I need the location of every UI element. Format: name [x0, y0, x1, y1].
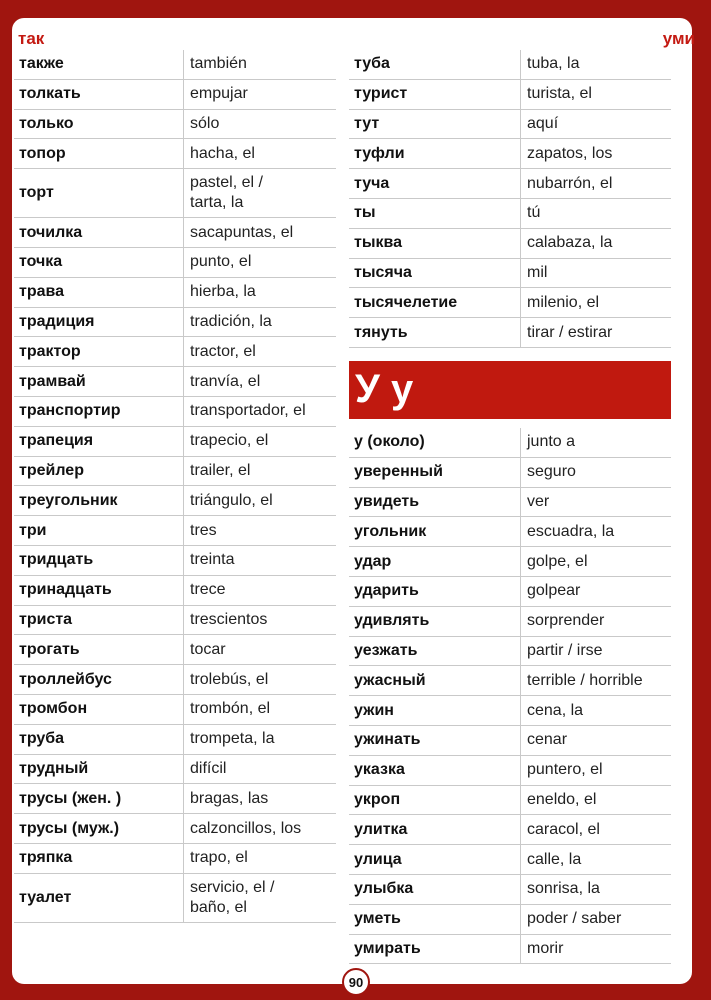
russian-word: трапеция: [14, 427, 184, 456]
dictionary-row: [14, 516, 336, 546]
spanish-translation: trolebús, el: [190, 670, 269, 688]
spanish-translation: también: [190, 55, 247, 73]
dictionary-row: [349, 517, 671, 547]
russian-word: туба: [349, 50, 521, 79]
spanish-translation: treinta: [190, 551, 235, 569]
dictionary-row: [349, 726, 671, 756]
russian-word: ужинать: [349, 726, 521, 755]
russian-word: тыква: [349, 229, 521, 258]
russian-word: тринадцать: [14, 576, 184, 605]
spanish-translation: terrible / horrible: [527, 671, 643, 689]
russian-word: ты: [349, 199, 521, 228]
dictionary-row: [14, 110, 336, 140]
dictionary-row: [349, 786, 671, 816]
dictionary-row: [349, 607, 671, 637]
russian-word: улыбка: [349, 875, 521, 904]
dictionary-row: [349, 637, 671, 667]
russian-word: трактор: [14, 337, 184, 366]
spanish-translation: tranvía, el: [190, 372, 261, 390]
dictionary-row: [14, 695, 336, 725]
dictionary-row: [14, 486, 336, 516]
russian-word: тромбон: [14, 695, 184, 724]
spanish-translation: cenar: [527, 731, 568, 749]
spanish-translation: sólo: [190, 114, 220, 132]
russian-word: треугольник: [14, 486, 184, 515]
dictionary-row: [349, 666, 671, 696]
dictionary-row: [349, 139, 671, 169]
spanish-translation: calle, la: [527, 850, 582, 868]
russian-word: ударить: [349, 577, 521, 606]
spanish-translation: tractor, el: [190, 342, 256, 360]
russian-word: троллейбус: [14, 665, 184, 694]
dictionary-row: [349, 488, 671, 518]
spanish-translation: puntero, el: [527, 761, 603, 779]
spanish-translation: nubarrón, el: [527, 174, 613, 192]
russian-word: точка: [14, 248, 184, 277]
right-guide-word: уми: [662, 29, 695, 48]
russian-word: только: [14, 110, 184, 139]
dictionary-row: [14, 139, 336, 169]
dictionary-row: [349, 169, 671, 199]
dictionary-row: [14, 755, 336, 785]
left-column: [14, 50, 336, 923]
spanish-translation: eneldo, el: [527, 790, 597, 808]
dictionary-row: [14, 725, 336, 755]
spanish-translation: calabaza, la: [527, 234, 613, 252]
spanish-translation: milenio, el: [527, 293, 600, 311]
dictionary-row: [349, 199, 671, 229]
russian-word: топор: [14, 139, 184, 168]
russian-word: у (около): [349, 428, 521, 457]
spanish-translation: tradición, la: [190, 312, 272, 330]
spanish-translation: seguro: [527, 463, 576, 481]
russian-word: транспортир: [14, 397, 184, 426]
spanish-translation: tres: [190, 521, 217, 539]
spanish-translation: aquí: [527, 114, 559, 132]
spanish-translation: servicio, el / baño, el: [190, 878, 275, 916]
dictionary-row: [349, 696, 671, 726]
spanish-translation: trailer, el: [190, 461, 251, 479]
russian-word: тряпка: [14, 844, 184, 873]
spanish-translation: hierba, la: [190, 283, 256, 301]
spanish-translation: tuba, la: [527, 55, 580, 73]
dictionary-row: [14, 80, 336, 110]
spanish-translation: golpe, el: [527, 552, 588, 570]
dictionary-row: [14, 248, 336, 278]
russian-word: торт: [14, 169, 184, 217]
dictionary-row: [14, 169, 336, 218]
russian-word: труба: [14, 725, 184, 754]
dictionary-row: [349, 547, 671, 577]
dictionary-row: [14, 576, 336, 606]
dictionary-row: [14, 874, 336, 923]
spanish-translation: trapecio, el: [190, 432, 269, 450]
spanish-translation: caracol, el: [527, 820, 600, 838]
russian-word: угольник: [349, 517, 521, 546]
right-column-u-entries: [349, 428, 671, 964]
russian-word: также: [14, 50, 184, 79]
dictionary-row: [14, 784, 336, 814]
spanish-translation: turista, el: [527, 85, 592, 103]
spanish-translation: morir: [527, 939, 564, 957]
russian-word: тысячелетие: [349, 288, 521, 317]
spanish-translation: mil: [527, 263, 548, 281]
russian-word: трава: [14, 278, 184, 307]
dictionary-row: [14, 367, 336, 397]
spanish-translation: sorprender: [527, 612, 605, 630]
spanish-translation: ver: [527, 492, 550, 510]
spanish-translation: cena, la: [527, 701, 584, 719]
russian-word: умирать: [349, 935, 521, 964]
spanish-translation: calzoncillos, los: [190, 819, 302, 837]
russian-word: уверенный: [349, 458, 521, 487]
dictionary-row: [14, 606, 336, 636]
dictionary-row: [14, 308, 336, 338]
spanish-translation: hacha, el: [190, 144, 255, 162]
spanish-translation: trompeta, la: [190, 730, 275, 748]
russian-word: туфли: [349, 139, 521, 168]
right-column-t-entries: [349, 50, 671, 348]
russian-word: ужин: [349, 696, 521, 725]
dictionary-row: [349, 80, 671, 110]
spanish-translation: trece: [190, 581, 226, 599]
dictionary-row: [349, 458, 671, 488]
dictionary-row: [349, 935, 671, 965]
spanish-translation: trescientos: [190, 610, 268, 628]
russian-word: трейлер: [14, 457, 184, 486]
dictionary-row: [349, 905, 671, 935]
dictionary-row: [349, 50, 671, 80]
dictionary-row: [14, 665, 336, 695]
russian-word: традиция: [14, 308, 184, 337]
dictionary-row: [14, 546, 336, 576]
russian-word: трамвай: [14, 367, 184, 396]
spanish-translation: difícil: [190, 759, 227, 777]
dictionary-row: [349, 229, 671, 259]
spanish-translation: punto, el: [190, 253, 252, 271]
russian-word: тридцать: [14, 546, 184, 575]
dictionary-row: [14, 218, 336, 248]
dictionary-row: [14, 278, 336, 308]
russian-word: уметь: [349, 905, 521, 934]
russian-word: удивлять: [349, 607, 521, 636]
russian-word: три: [14, 516, 184, 545]
dictionary-row: [14, 457, 336, 487]
spanish-translation: escuadra, la: [527, 522, 615, 540]
russian-word: удар: [349, 547, 521, 576]
spanish-translation: triángulo, el: [190, 491, 273, 509]
russian-word: турист: [349, 80, 521, 109]
page-number: 90: [342, 968, 370, 996]
russian-word: тысяча: [349, 259, 521, 288]
spanish-translation: sonrisa, la: [527, 880, 600, 898]
spanish-translation: trombón, el: [190, 700, 271, 718]
russian-word: увидеть: [349, 488, 521, 517]
russian-word: тут: [349, 110, 521, 139]
dictionary-row: [14, 635, 336, 665]
spanish-translation: golpear: [527, 582, 581, 600]
dictionary-row: [14, 50, 336, 80]
spanish-translation: tirar / estirar: [527, 323, 613, 341]
spanish-translation: zapatos, los: [527, 144, 613, 162]
russian-word: уезжать: [349, 637, 521, 666]
spanish-translation: tú: [527, 204, 541, 222]
dictionary-row: [349, 288, 671, 318]
russian-word: туча: [349, 169, 521, 198]
right-column: [349, 50, 671, 964]
russian-word: трудный: [14, 755, 184, 784]
russian-word: триста: [14, 606, 184, 635]
dictionary-row: [349, 110, 671, 140]
spanish-translation: sacapuntas, el: [190, 223, 294, 241]
dictionary-row: [14, 397, 336, 427]
dictionary-row: [349, 815, 671, 845]
spanish-translation: transportador, el: [190, 402, 306, 420]
dictionary-row: [14, 844, 336, 874]
left-guide-word: так: [18, 29, 45, 48]
russian-word: укроп: [349, 786, 521, 815]
section-letter-heading: У у: [349, 361, 671, 419]
dictionary-row: [349, 318, 671, 348]
dictionary-row: [349, 577, 671, 607]
dictionary-row: [349, 428, 671, 458]
spanish-translation: tocar: [190, 640, 226, 658]
russian-word: трусы (муж.): [14, 814, 184, 843]
spanish-translation: junto a: [527, 433, 576, 451]
russian-word: улитка: [349, 815, 521, 844]
dictionary-row: [14, 427, 336, 457]
russian-word: точилка: [14, 218, 184, 247]
dictionary-row: [349, 756, 671, 786]
dictionary-row: [349, 875, 671, 905]
spanish-translation: partir / irse: [527, 641, 603, 659]
spanish-translation: pastel, el / tarta, la: [190, 174, 263, 212]
russian-word: трогать: [14, 635, 184, 664]
spanish-translation: poder / saber: [527, 910, 622, 928]
russian-word: указка: [349, 756, 521, 785]
spanish-translation: empujar: [190, 85, 248, 103]
dictionary-row: [349, 259, 671, 289]
russian-word: толкать: [14, 80, 184, 109]
spanish-translation: bragas, las: [190, 789, 269, 807]
dictionary-row: [14, 814, 336, 844]
russian-word: трусы (жен. ): [14, 784, 184, 813]
dictionary-row: [349, 845, 671, 875]
russian-word: тянуть: [349, 318, 521, 347]
dictionary-row: [14, 337, 336, 367]
russian-word: ужасный: [349, 666, 521, 695]
russian-word: улица: [349, 845, 521, 874]
spanish-translation: trapo, el: [190, 849, 248, 867]
russian-word: туалет: [14, 874, 184, 922]
